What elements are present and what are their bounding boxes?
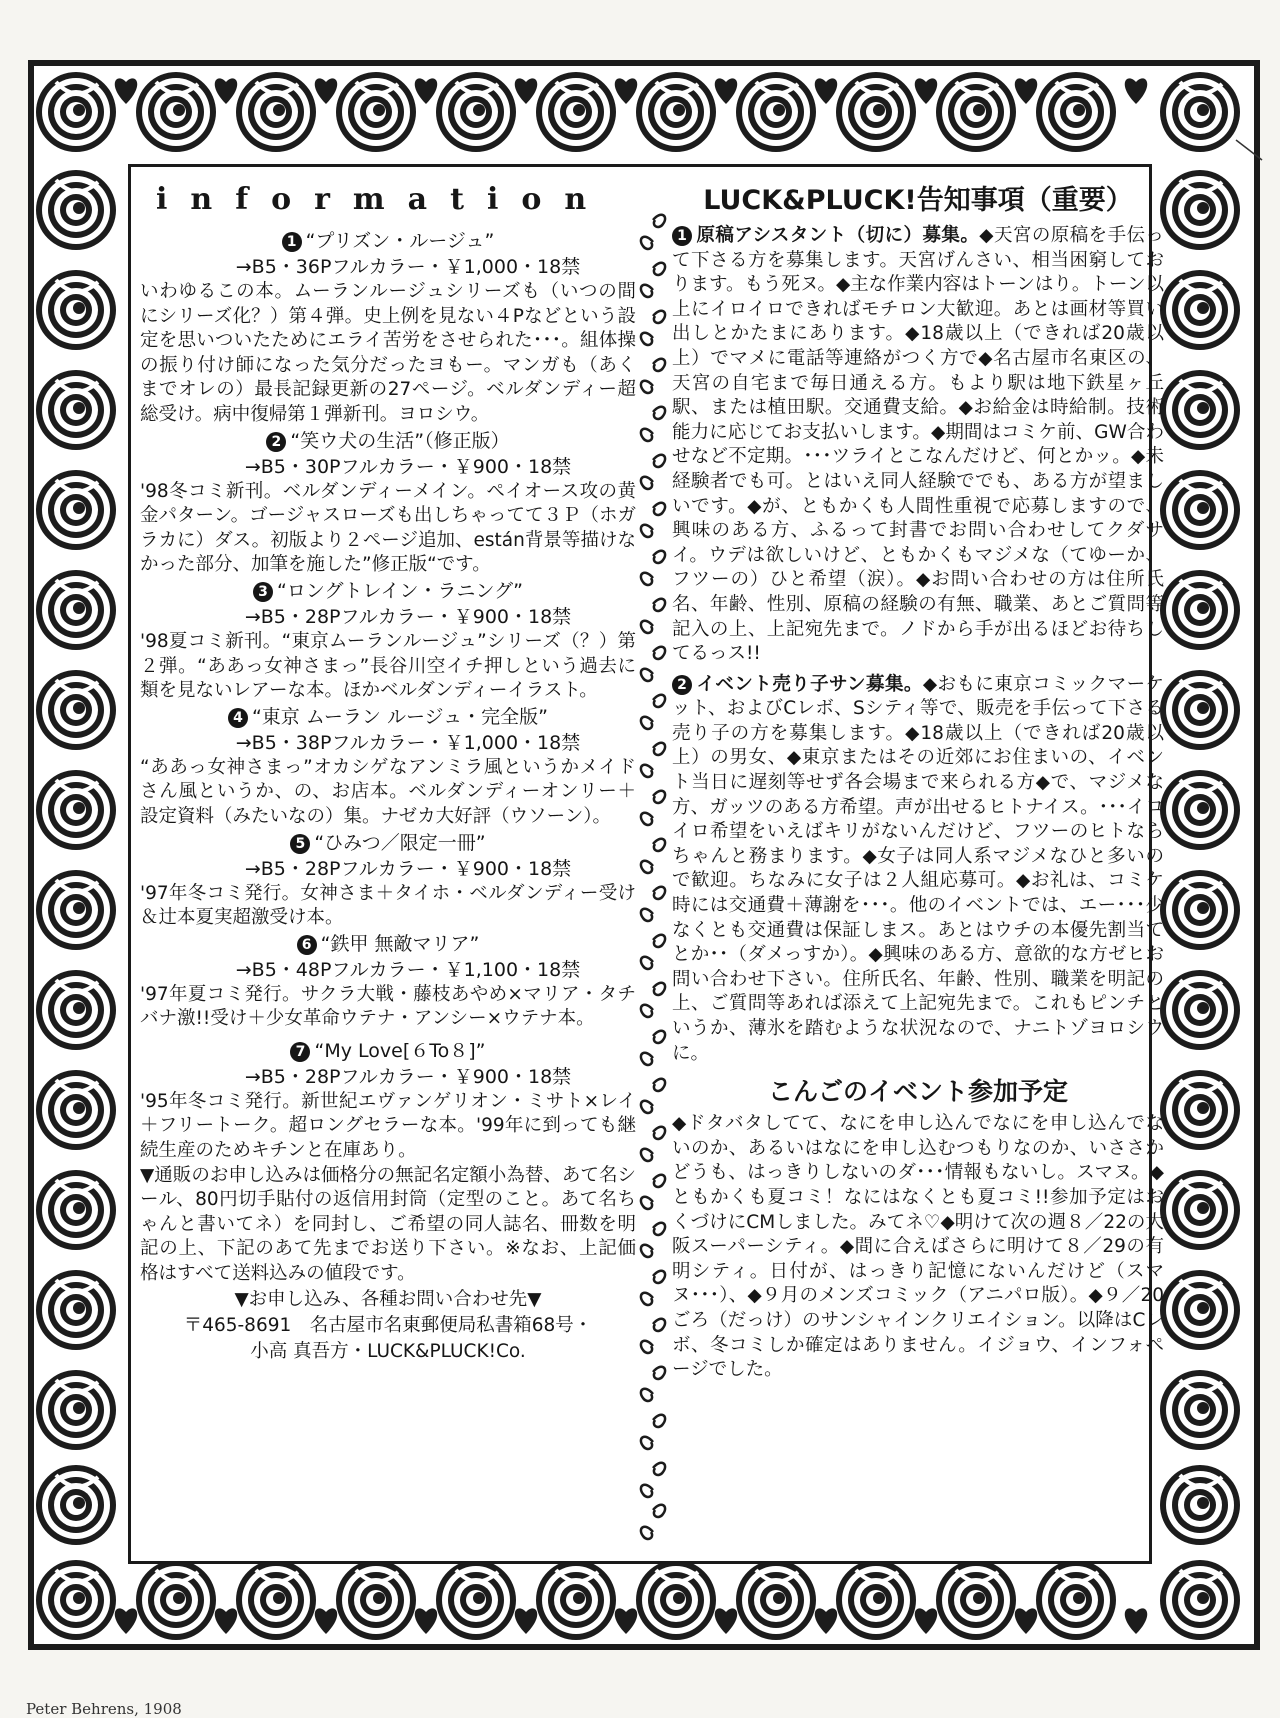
item-number: 4: [228, 708, 248, 728]
item-description: '97年夏コミ発行。サクラ大戦・藤枝あやめ×マリア・タチバナ激!!受け＋少女革命ウテナ・アンシー×ウテナ本。: [140, 983, 636, 1030]
events-title: こんごのイベント参加予定: [767, 1077, 1068, 1107]
item-title: [140, 830, 636, 856]
section-heading: 原稿アシスタント（切に）募集。: [696, 225, 980, 246]
notice-section-1: [672, 224, 1164, 667]
section-number: 1: [672, 226, 692, 246]
item-1: [140, 228, 636, 428]
item-title-text: “My Love[６To８]”: [314, 1039, 486, 1062]
item-spec: →B5・30Pフルカラー・￥900・18禁: [244, 455, 572, 478]
item-description: '97年冬コミ発行。女神さま＋タイホ・ベルダンディー受け＆辻本夏実超激受け本。: [140, 882, 636, 929]
item-7: [140, 1038, 636, 1164]
information-title: information: [156, 182, 610, 217]
item-spec: →B5・28Pフルカラー・￥900・18禁: [244, 857, 572, 880]
section-number: 2: [672, 675, 692, 695]
item-number: 6: [297, 935, 317, 955]
section-heading: イベント売り子サン募集。: [696, 673, 923, 695]
item-title: [140, 704, 636, 730]
contact-heading: ▼お申し込み、各種お問い合わせ先▼: [234, 1288, 542, 1310]
item-spec: →B5・28Pフルカラー・￥900・18禁: [244, 1065, 572, 1088]
section-text: ◆天宮の原稿を手伝って下さる方を募集します。天宮げんさい、相当困窮しております。もう死ヌ。◆主な作業内容はトーンはり。トーン以上にイロイロできればモチロン大歓迎。あとは画材等買い出しとかたまにあります。◆18歳以上（できれば20歳以上）でマメに電話等連絡がつく方で◆名古屋市名東区の、天宮の自宅まで毎日通える方。もより駅は地下鉄星ヶ丘駅、または植田駅。交通費支給。◆お給金は時給制。技術能力に応じてお支払いします。◆期間はコミケ前、GW合わせなど不定期。･･･ツライとこなんだけど、何とかッ。◆未経験者でも可。とはいえ同人経験ででも、ある方が望ましいです。◆が、ともかくも人間性重視で応募しますので、興味のある方、ふるって封書でお問い合わせしてクダサイ。ウデは欲しいけど、ともかくもマジメな（てゆーか、フツーの）ひと希望（涙）。◆お問い合わせの方は住所氏名、年齢、性別、原稿の経験の有無、職業、あとご質問等記入の上、上記宛先まで。ノドから手が出るほどお待ちしてるっス!!: [672, 225, 1164, 665]
item-4: [140, 704, 636, 830]
notice-section-2: [672, 673, 1164, 1067]
item-number: 5: [290, 834, 310, 854]
item-title: [140, 931, 636, 957]
item-number: 3: [253, 582, 273, 602]
item-title: [140, 578, 636, 604]
item-description: '98夏コミ新刊。“東京ムーランルージュ”シリーズ（？）第２弾。“ああっ女神さまっ”長谷川空イチ押しという過去に類を見ないレアーな本。ほかベルダンディーイラスト。: [140, 630, 636, 702]
item-title-text: “笑ウ犬の生活”（修正版）: [290, 429, 510, 452]
item-spec: →B5・36Pフルカラー・￥1,000・18禁: [235, 256, 581, 278]
item-number: 7: [290, 1042, 310, 1062]
illustration-credit: Peter Behrens, 1908: [26, 1700, 182, 1718]
item-description: “ああっ女神さまっ”オカシゲなアンミラ風というかメイドさん風というか、の、お店本。ベルダンディーオンリー＋設定資料（みたいなの）集。ナゼカ大好評（ウソーン）。: [140, 756, 636, 827]
item-title-text: “鉄甲 無敵マリア”: [320, 932, 480, 955]
item-title-text: “ひみつ／限定一冊”: [314, 831, 486, 854]
item-3: [140, 578, 636, 704]
item-5: [140, 830, 636, 931]
item-description: '95年冬コミ発行。新世紀エヴァンゲリオン・ミサト×レイ＋フリートーク。超ロングセラーな本。'99年に到っても継続生産のためキチンと在庫あり。: [140, 1090, 636, 1162]
item-title: [140, 428, 636, 454]
information-column: [140, 182, 636, 1365]
address-line-2: 小高 真吾方・LUCK&PLUCK!Co.: [250, 1340, 526, 1362]
events-text: ◆ドタバタしてて、なにを申し込んでなにを申し込んでないのか、あるいはなにを申し込むつもりなのか、いささかどうも、はっきりしないのダ･･･情報もないし。スマヌ。◆ともかくも夏コミ！なにはなくとも夏コミ!!参加予定はおくづけにCMしました。みてネ♡◆明けて次の週８／22の大阪スーパーシティ。◆間に合えばさらに明けて８／29の有明シティ。日付が、はっきり記憶にないんだけど（スマヌ･･･）、◆９月のメンズコミック（アニパロ版）。◆９／20ごろ（だっけ）のサンシャインクリエイション。以降はCレボ、冬コミしか確定はありません。イジョウ、インフォページでした。: [672, 1113, 1164, 1381]
item-number: 2: [266, 432, 286, 452]
order-note: ▼通販のお申し込みは価格分の無記名定額小為替、あて名シール、80円切手貼付の返信用封筒（定型のこと。あて名ちゃんと書いてネ）を同封し、ご希望の同人誌名、冊数を明記の上、下記のあて先までお送り下さい。※なお、上記価格はすべて送料込みの値段です。: [140, 1164, 636, 1285]
item-title: [140, 228, 636, 254]
item-spec: →B5・28Pフルカラー・￥900・18禁: [244, 605, 572, 628]
item-title-text: “東京 ムーラン ルージュ・完全版”: [251, 705, 549, 728]
item-description: '98冬コミ新刊。ベルダンディーメイン。ペイオース攻の黄金パターン。ゴージャスローズも出しちゃってて３Ｐ（ホガラカに）ダス。初版より２ページ追加、están背景等描けなかった部分、加筆を施した”修正版“です。: [140, 480, 636, 576]
notice-title: LUCK&PLUCK!告知事項（重要）: [703, 185, 1133, 216]
item-number: 1: [282, 232, 302, 252]
notice-column: [672, 182, 1164, 1383]
item-spec: →B5・48Pフルカラー・￥1,100・18禁: [235, 958, 581, 981]
item-title: [140, 1038, 636, 1064]
item-spec: →B5・38Pフルカラー・￥1,000・18禁: [235, 731, 581, 754]
scroll-divider: [638, 210, 668, 1550]
section-text: ◆おもに東京コミックマーケット、およびCレボ、Sシティ等で、販売を手伝って下さる売り子の方を募集します。◆18歳以上（できれば20歳以上）の男女、◆東京またはその近郊にお住まいの、イベント当日に遅刻等せず各会場まで来られる方◆で、マジメな方、ガッツのある方希望。声が出せるヒトナイス。･･･イロイロ希望をいえばキリがないんだけど、フツーのヒトならちゃんと務まります。◆女子は同人系マジメなひと多いので歓迎。ちなみに女子は２人組応募可。◆お礼は、コミケ時には交通費＋薄謝を･･･。他のイベントでは、エー･･･少なくとも交通費は保証しまス。あとはウチの本優先割当てとか･･（ダメっすか）。◆興味のある方、意欲的な方ゼヒお問い合わせ下さい。住所氏名、年齢、性別、職業を明記の上、ご質問等あれば添えて上記宛先まで。これもピンチというか、薄氷を踏むような状況なので、ナニトゾヨロシウに。: [672, 673, 1165, 1064]
item-title-text: “ロングトレイン・ラニング”: [277, 579, 523, 602]
item-title-text: “プリズン・ルージュ”: [305, 230, 495, 252]
item-2: [140, 428, 636, 578]
address-line-1: 〒465-8691 名古屋市名東郵便局私書箱68号・: [183, 1314, 593, 1336]
item-description: いわゆるこの本。ムーランルージュシリーズも（いつの間にシリーズ化？）第４弾。史上例を見ない４Pなどという設定を思いついたためにエライ苦労をさせられた･･･。組体操の振り付け師になった気分だったヨもー。マンガも（あくまでオレの）最長記録更新の27ページ。ベルダンディー超総受け。病中復帰第１弾新刊。ヨロシウ。: [140, 281, 636, 425]
item-6: [140, 931, 636, 1032]
